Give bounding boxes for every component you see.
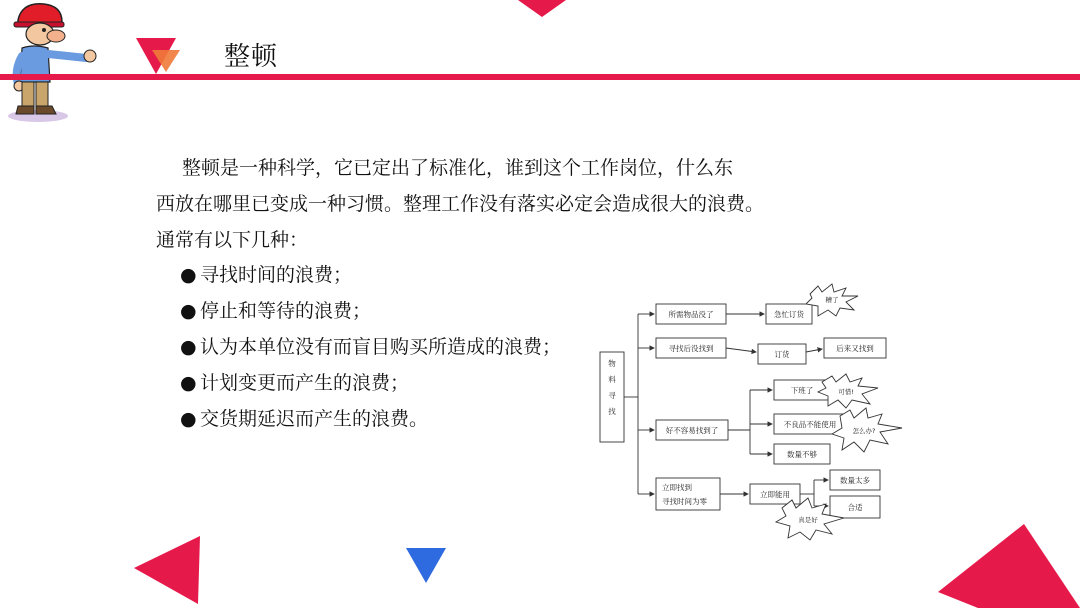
bottom-left-triangle-decoration — [134, 534, 202, 604]
arrow-2-next2 — [806, 349, 822, 352]
burst-4-label: 真是好 — [798, 516, 818, 524]
branch-2-next2-label: 后来又找到 — [836, 344, 874, 353]
material-search-flow-diagram — [596, 282, 906, 544]
paragraph-line-1: 整顿是一种科学，它已定出了标准化，谁到这个工作岗位，什么东 — [182, 157, 734, 179]
bullet-icon: ● — [180, 300, 197, 322]
branch-4-label-line2: 寻找时间为零 — [662, 497, 707, 506]
paragraph-line-2: 西放在哪里已变成一种习惯。整理工作没有落实必定会造成很大的浪费。 — [156, 193, 765, 215]
title-divider-line — [0, 74, 1080, 80]
branch-3b-label: 不良品不能使用 — [783, 420, 837, 429]
branch-4-label-line1: 立即找到 — [662, 483, 692, 492]
list-item: ● 交货期延迟而产生的浪费。 — [180, 401, 561, 437]
branch-4a-label: 数量太多 — [840, 476, 870, 485]
bottom-right-triangle-decoration — [938, 522, 1080, 608]
bullet-icon: ● — [180, 336, 197, 358]
branch-3c-label: 数量不够 — [787, 450, 817, 459]
bottom-blue-triangle-decoration — [406, 548, 446, 584]
bullet-icon: ● — [180, 372, 197, 394]
branch-2-next-label: 订货 — [774, 350, 790, 359]
burst-3b-label: 怎么办? — [852, 427, 876, 435]
page-title: 整顿 — [224, 42, 279, 72]
waste-list — [180, 257, 561, 437]
branch-1-next-label: 急忙订货 — [774, 310, 804, 319]
top-triangle-decoration — [518, 0, 566, 18]
root-char-4: 找 — [608, 407, 616, 416]
branch-4-next-label: 立即能用 — [760, 490, 790, 499]
branch-1-label: 所需物品没了 — [668, 310, 714, 319]
branch-2-label: 寻找后没找到 — [668, 344, 714, 353]
branch-3-label: 好不容易找到了 — [665, 426, 719, 435]
branch-3a-label: 下班了 — [790, 386, 814, 395]
burst-1-label: 糟了 — [825, 296, 839, 304]
bullet-icon: ● — [180, 264, 197, 286]
root-char-1: 物 — [608, 359, 616, 368]
title-triangle-decoration — [136, 38, 184, 76]
worker-mascot-illustration — [4, 0, 104, 124]
list-item: ● 停止和等待的浪费； — [180, 293, 561, 329]
arrow-2-next — [726, 348, 756, 352]
list-item: ● 计划变更而产生的浪费； — [180, 365, 561, 401]
list-item: ● 寻找时间的浪费； — [180, 257, 561, 293]
paragraph-line-3: 通常有以下几种： — [156, 229, 309, 251]
list-item: ● 认为本单位没有而盲目购买所造成的浪费； — [180, 329, 561, 365]
bullet-icon: ● — [180, 408, 197, 430]
root-char-2: 料 — [608, 375, 616, 384]
root-char-3: 寻 — [608, 391, 616, 400]
burst-3a-label: 可惜! — [838, 388, 854, 396]
branch-4b-label: 合适 — [847, 503, 863, 512]
intro-paragraph — [156, 150, 816, 258]
